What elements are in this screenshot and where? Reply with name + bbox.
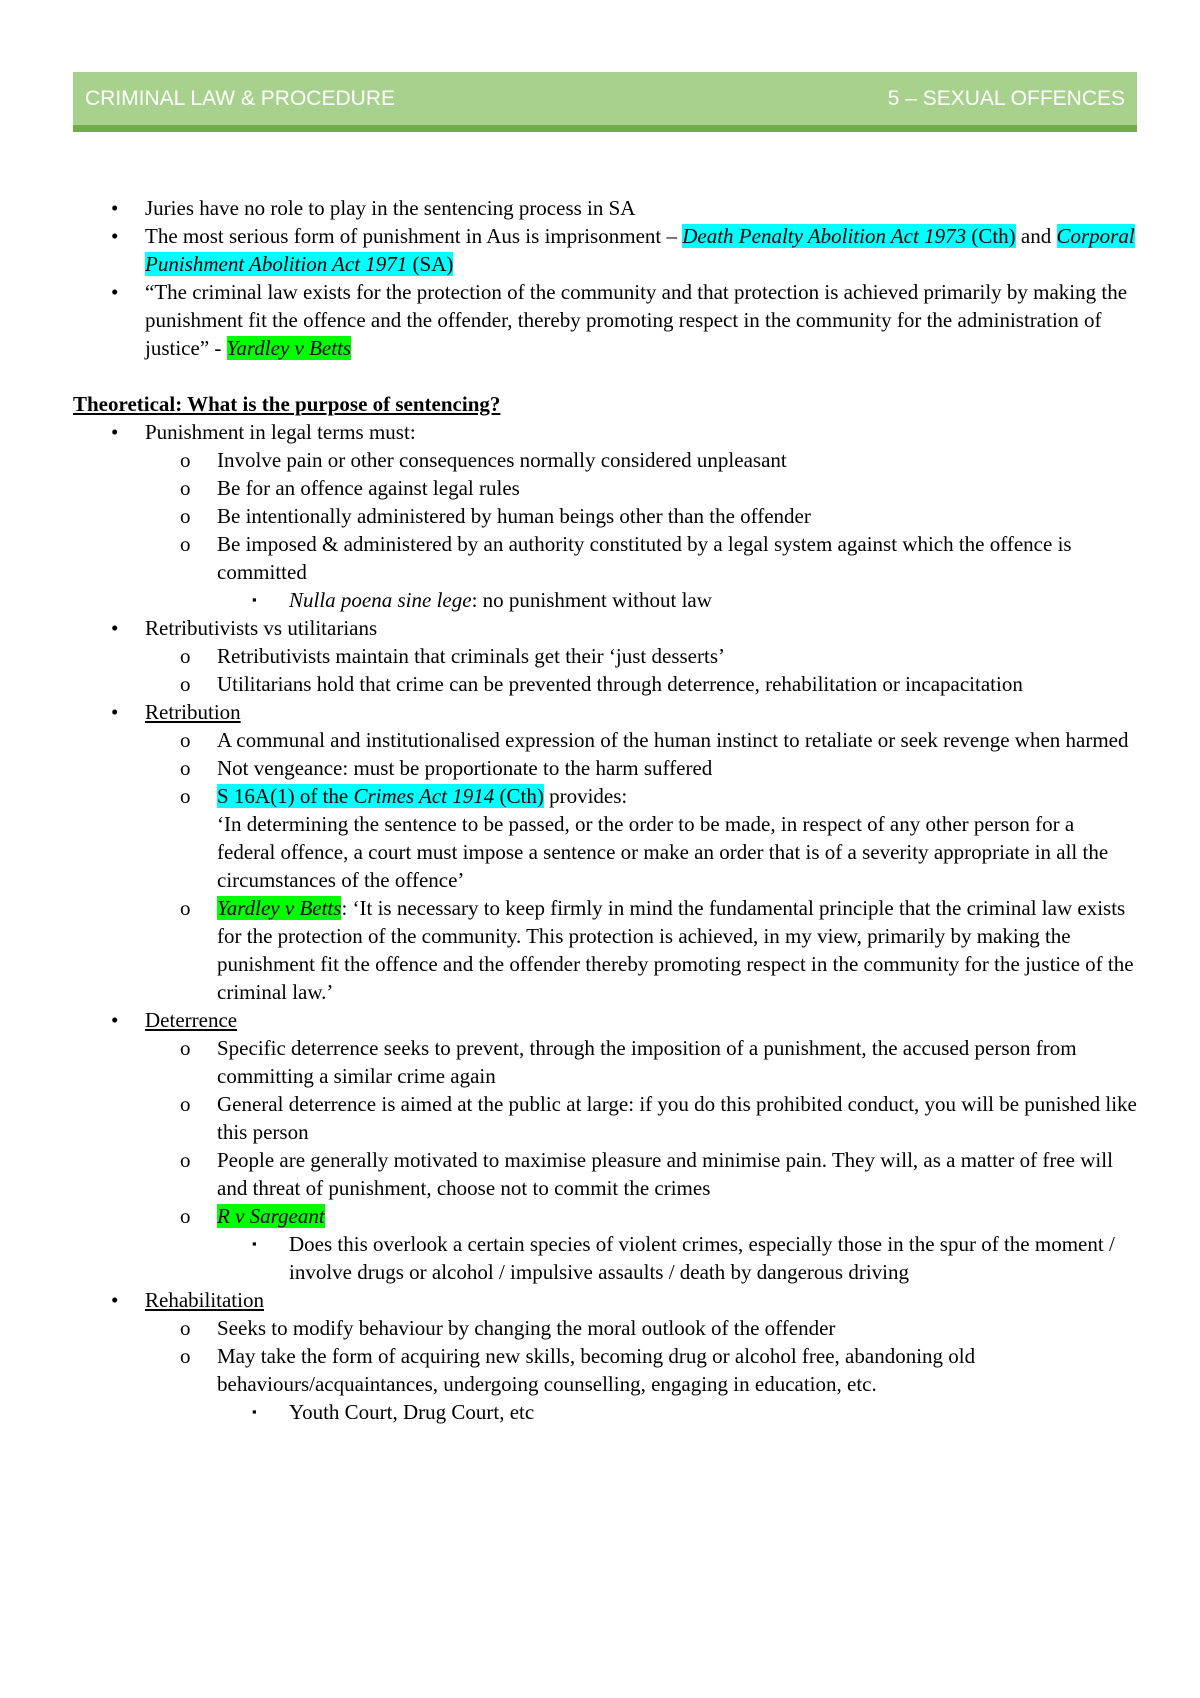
purpose-list	[73, 418, 1137, 1426]
list-item: o Be imposed & administered by an authority constituted by a legal system against which the offence is committed ▪ Nulla poena sine lege: no punishment without law	[145, 530, 1137, 614]
circle-bullet-icon: o	[180, 1316, 191, 1340]
list-item: ▪ Nulla poena sine lege: no punishment without law	[252, 588, 712, 612]
circle-bullet-icon: o	[180, 1344, 191, 1368]
bullet-icon: •	[111, 1288, 119, 1312]
subheading-deterrence: Deterrence	[145, 1008, 238, 1032]
list-item: o Be for an offence against legal rules	[180, 476, 520, 500]
list-item: o Specific deterrence seeks to prevent, through the imposition of a punishment, the accused person from committing a similar crime again	[180, 1036, 1077, 1088]
list-item: o S 16A(1) of the Crimes Act 1914 (Cth) provides: ‘In determining the sentence to be passed, or the order to be made, in respect of any other person for a federal offence, a court must impose a sentence or make an order that is of a severity appropriate in all the circumstances of the offence’	[145, 782, 1137, 894]
subheading-retribution: Retribution	[145, 700, 241, 724]
circle-bullet-icon: o	[180, 896, 191, 920]
list-item: • The most serious form of punishment in Aus is imprisonment – Death Penalty Abolition Act 1973 (Cth) and Corporal Punishment Abolition Act 1971 (SA)	[111, 224, 1135, 276]
header-topic-title: 5 – SEXUAL OFFENCES	[887, 86, 1125, 110]
bullet-icon: •	[111, 700, 119, 724]
circle-bullet-icon: o	[180, 1092, 191, 1116]
statute-quote: ‘In determining the sentence to be passed, or the order to be made, in respect of any other person for a federal offence, a court must impose a sentence or make an order that is of a severity appropriate in all the circumstances of the offence’	[217, 812, 1109, 892]
act-citation: Death Penalty Abolition Act 1973	[682, 224, 967, 248]
list-item	[73, 698, 1137, 1006]
square-bullet-icon: ▪	[252, 1236, 257, 1251]
square-bullet-icon: ▪	[252, 592, 257, 607]
square-bullet-icon: ▪	[252, 1404, 257, 1419]
document-header	[73, 72, 1137, 132]
list-item: o Be intentionally administered by human beings other than the offender	[180, 504, 811, 528]
bullet-icon: •	[111, 1008, 119, 1032]
list-item: o Involve pain or other consequences normally considered unpleasant	[180, 448, 787, 472]
circle-bullet-icon: o	[180, 476, 191, 500]
bullet-icon: •	[111, 616, 119, 640]
circle-bullet-icon: o	[180, 728, 191, 752]
section-heading: Theoretical: What is the purpose of sentencing?	[73, 392, 501, 416]
circle-bullet-icon: o	[180, 784, 191, 808]
list-item: o Yardley v Betts: ‘It is necessary to keep firmly in mind the fundamental principle that the criminal law exists for the protection of the community. This protection is achieved, in my view, primarily by making the punishment fit the offence and the offender thereby promoting respect in the community for the justice of the criminal law.’	[180, 896, 1134, 1004]
list-item: o General deterrence is aimed at the public at large: if you do this prohibited conduct, you will be punished like this person	[180, 1092, 1137, 1144]
circle-bullet-icon: o	[180, 448, 191, 472]
circle-bullet-icon: o	[180, 1204, 191, 1228]
case-citation: Yardley v Betts	[226, 336, 352, 360]
act-citation: Crimes Act 1914	[353, 784, 495, 808]
bullet-icon: •	[111, 420, 119, 444]
list-item: • Retributivists vs utilitarians o Retributivists maintain that criminals get their ‘just desserts’ o Utilitarians hold that crime can be prevented through deterrence, rehabilitation or incapacitation	[73, 614, 1137, 698]
circle-bullet-icon: o	[180, 1036, 191, 1060]
list-item: ▪ Youth Court, Drug Court, etc	[252, 1400, 535, 1424]
header-course-title: CRIMINAL LAW & PROCEDURE	[85, 86, 395, 110]
list-item: • Juries have no role to play in the sentencing process in SA	[111, 196, 636, 220]
circle-bullet-icon: o	[180, 532, 191, 556]
list-item	[145, 1202, 1137, 1286]
bullet-icon: •	[111, 196, 119, 220]
list-item: ▪ Does this overlook a certain species of violent crimes, especially those in the spur of the moment / involve drugs or alcohol / impulsive assaults / death by dangerous driving	[252, 1232, 1115, 1284]
circle-bullet-icon: o	[180, 504, 191, 528]
list-item: o Utilitarians hold that crime can be prevented through deterrence, rehabilitation or incapacitation	[180, 672, 1023, 696]
circle-bullet-icon: o	[180, 644, 191, 668]
circle-bullet-icon: o	[180, 672, 191, 696]
list-item: o Seeks to modify behaviour by changing the moral outlook of the offender	[180, 1316, 836, 1340]
list-item	[73, 1006, 1137, 1286]
subheading-rehabilitation: Rehabilitation	[145, 1288, 264, 1312]
intro-list	[73, 194, 1137, 362]
case-citation: R v Sargeant	[217, 1204, 325, 1228]
bullet-icon: •	[111, 224, 119, 248]
list-item: • “The criminal law exists for the protection of the community and that protection is achieved primarily by making the punishment fit the offence and the offender, thereby promoting respect in the community for the administration of justice” - Yardley v Betts	[111, 280, 1128, 360]
circle-bullet-icon: o	[180, 756, 191, 780]
case-citation: Yardley v Betts	[217, 896, 342, 920]
list-item: o A communal and institutionalised expression of the human instinct to retaliate or seek revenge when harmed	[180, 728, 1129, 752]
list-item: • Punishment in legal terms must: o Involve pain or other consequences normally considered unpleasant o Be for an offence against legal rules o Be intentionally administered by human beings other than the offender o Be imposed & administered by an authority constituted by a legal system against which the offence is committed ▪ Nulla poena sine lege: no punishment without law	[73, 418, 1137, 614]
list-item: o Retributivists maintain that criminals get their ‘just desserts’	[180, 644, 725, 668]
list-item: o May take the form of acquiring new skills, becoming drug or alcohol free, abandoning old behaviours/acquaintances, undergoing counselling, engaging in education, etc. ▪ Youth Court, Drug Court, etc	[145, 1342, 1137, 1426]
circle-bullet-icon: o	[180, 1148, 191, 1172]
act-citation: Corporal Punishment Abolition Act 1971	[145, 224, 1135, 276]
document-body	[73, 194, 1137, 1426]
list-item: o Not vengeance: must be proportionate to the harm suffered	[180, 756, 713, 780]
list-item	[73, 1286, 1137, 1426]
bullet-icon: •	[111, 280, 119, 304]
list-item: o People are generally motivated to maximise pleasure and minimise pain. They will, as a matter of free will and threat of punishment, choose not to commit the crimes	[180, 1148, 1113, 1200]
